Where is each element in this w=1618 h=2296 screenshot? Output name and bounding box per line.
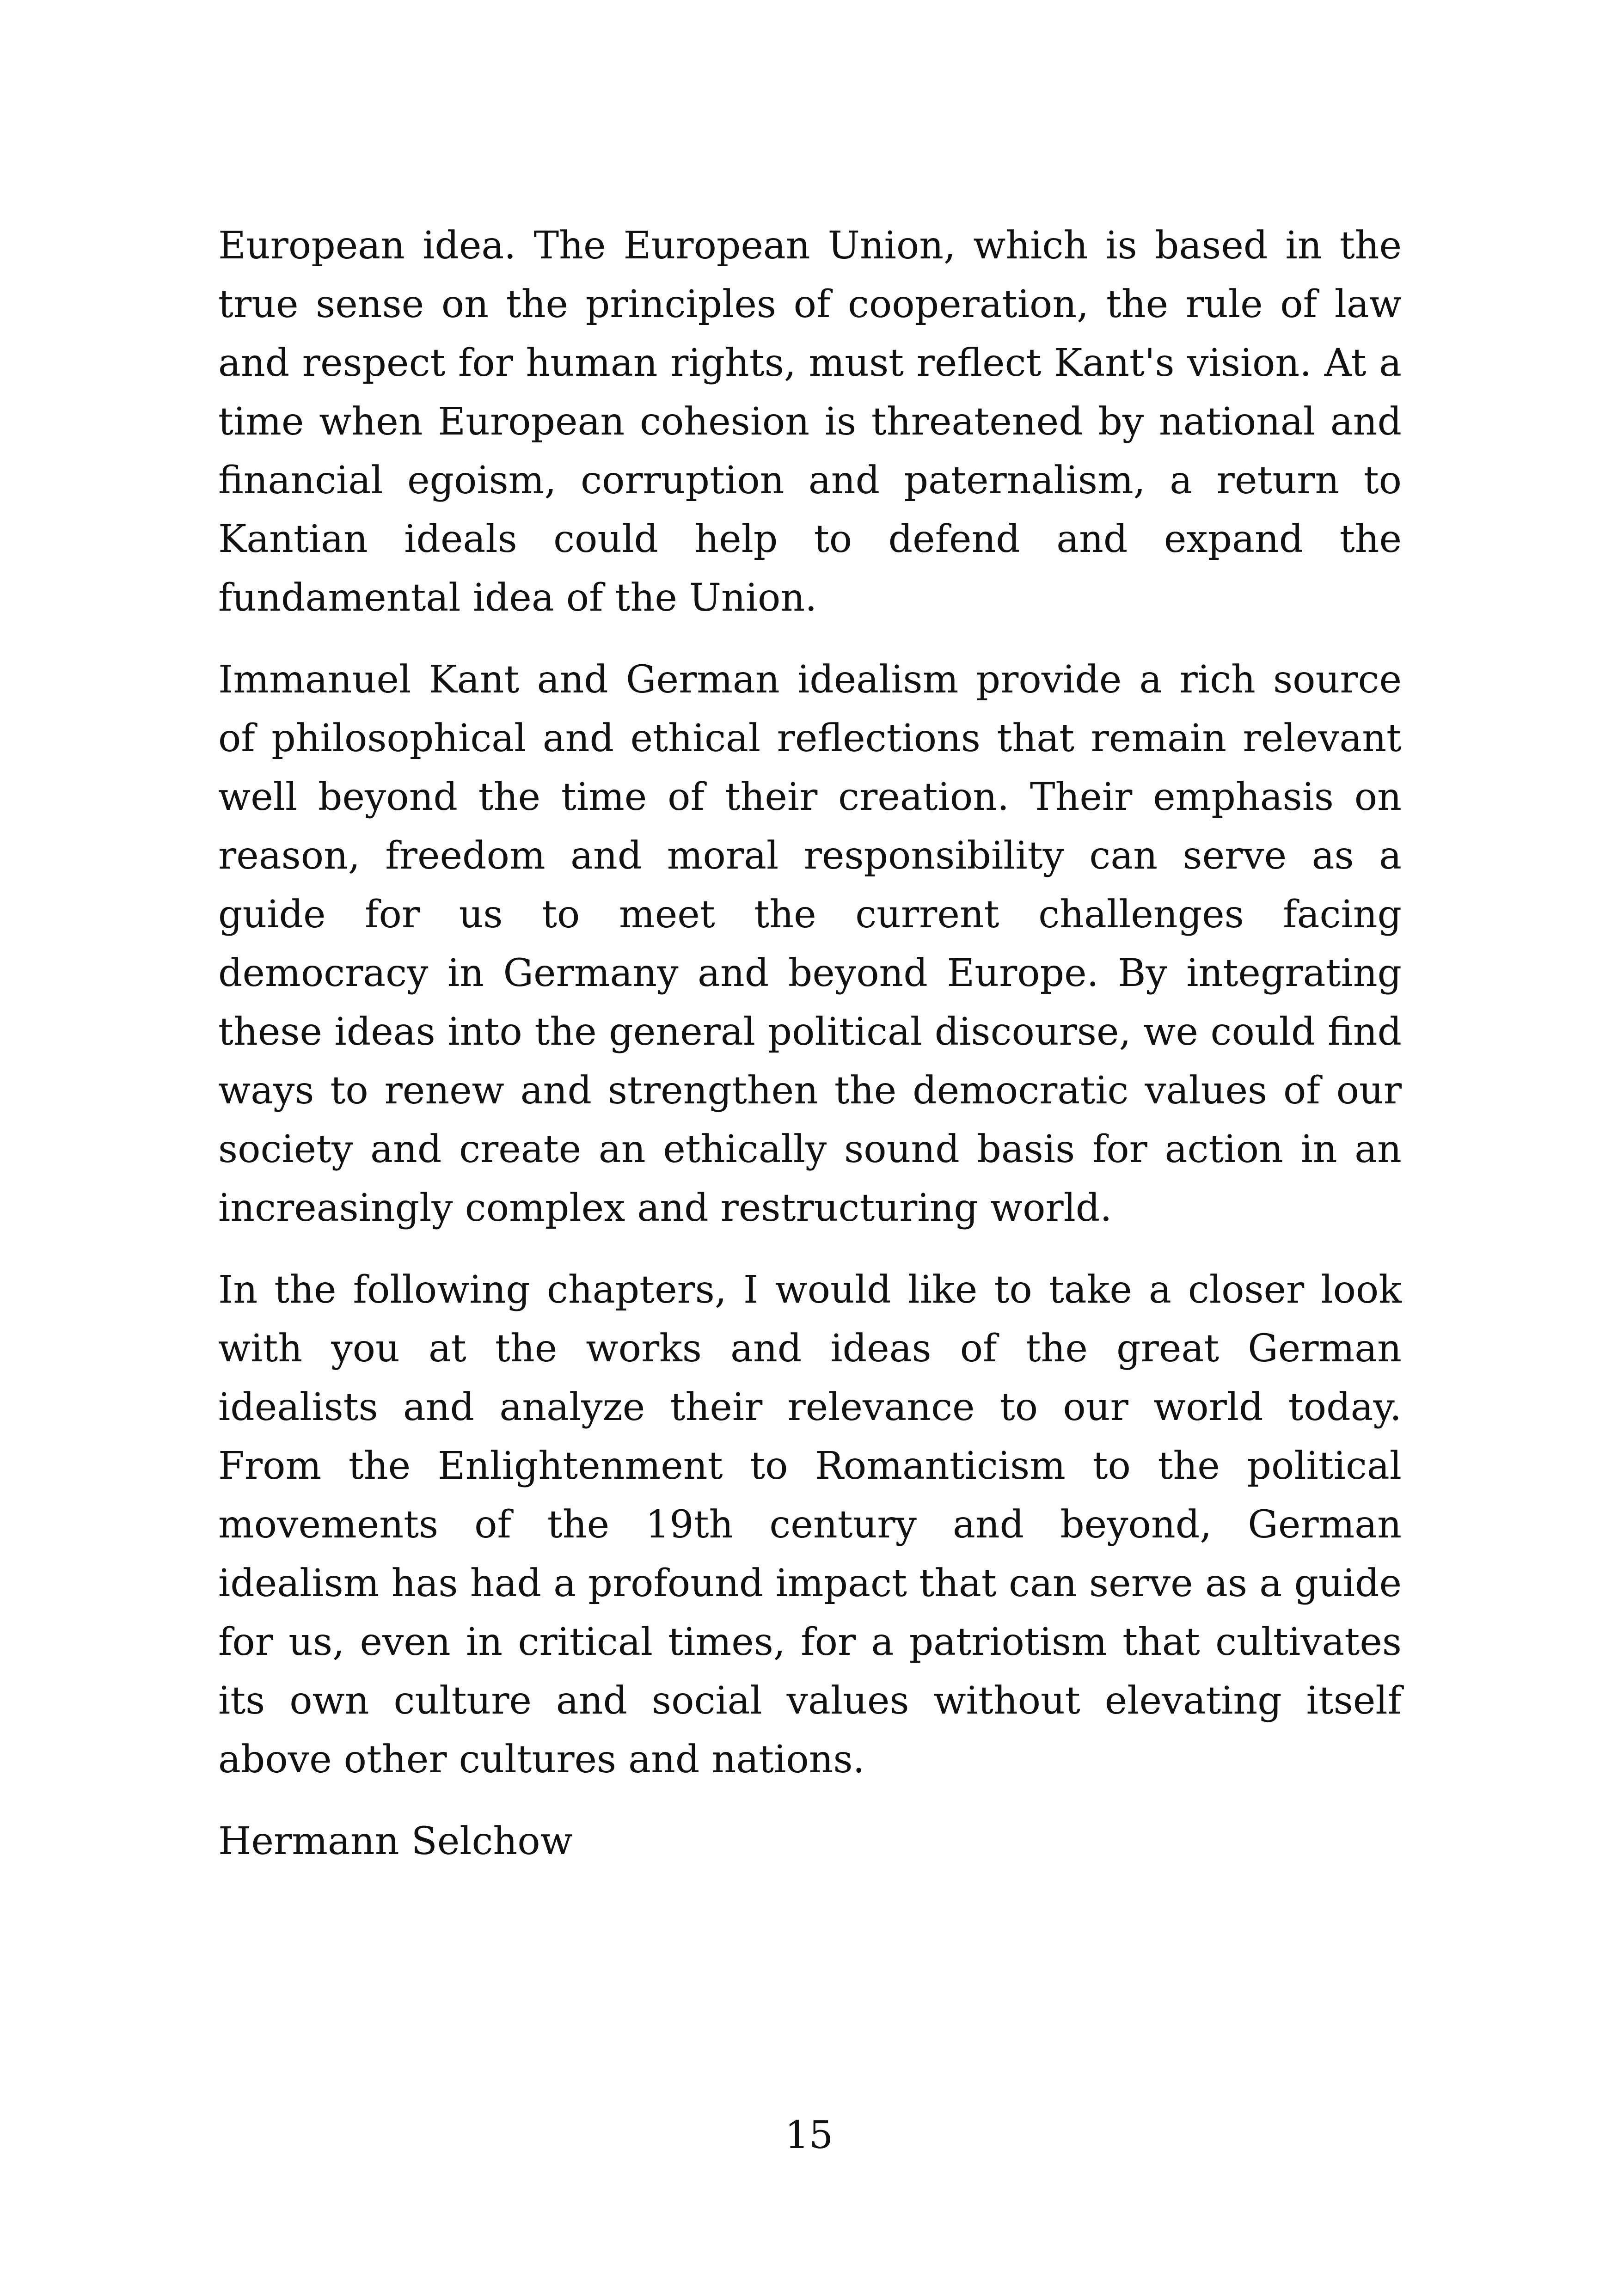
paragraph-2: Immanuel Kant and German idealism provide a rich source of philosophical and ethical reflections that remain relevant well beyond the time of their creation. Their emphasis on reason, freedom and moral responsibility can serve as a guide for us to meet the current challenges facing democracy in Germany and beyond Europe. By integrating these ideas into the general political discourse, we could find ways to renew and strengthen the democratic values of our society and create an ethically sound basis for action in an increasingly complex and restructuring world.: [218, 658, 1402, 1230]
paragraph-3: In the following chapters, I would like to take a closer look with you at the works and ideas of the great German idealists and analyze their relevance to our world today. From the Enlightenment to Romanticism to the political movements of the 19th century and beyond, German idealism has had a profound impact that can serve as a guide for us, even in critical times, for a patriotism that cultivates its own culture and social values without elevating itself above other cultures and nations.: [218, 1268, 1402, 1782]
page-number: 15: [784, 2113, 834, 2157]
author-signature: Hermann Selchow: [218, 1819, 573, 1863]
body-text: [218, 216, 1402, 1871]
paragraph-1: European idea. The European Union, which is based in the true sense on the principles of cooperation, the rule of law and respect for human rights, must reflect Kant's vision. At a time when European cohesion is threatened by national and financial egoism, corruption and paternalism, a return to Kantian ideals could help to defend and expand the fundamental idea of the Union.: [218, 224, 1402, 620]
